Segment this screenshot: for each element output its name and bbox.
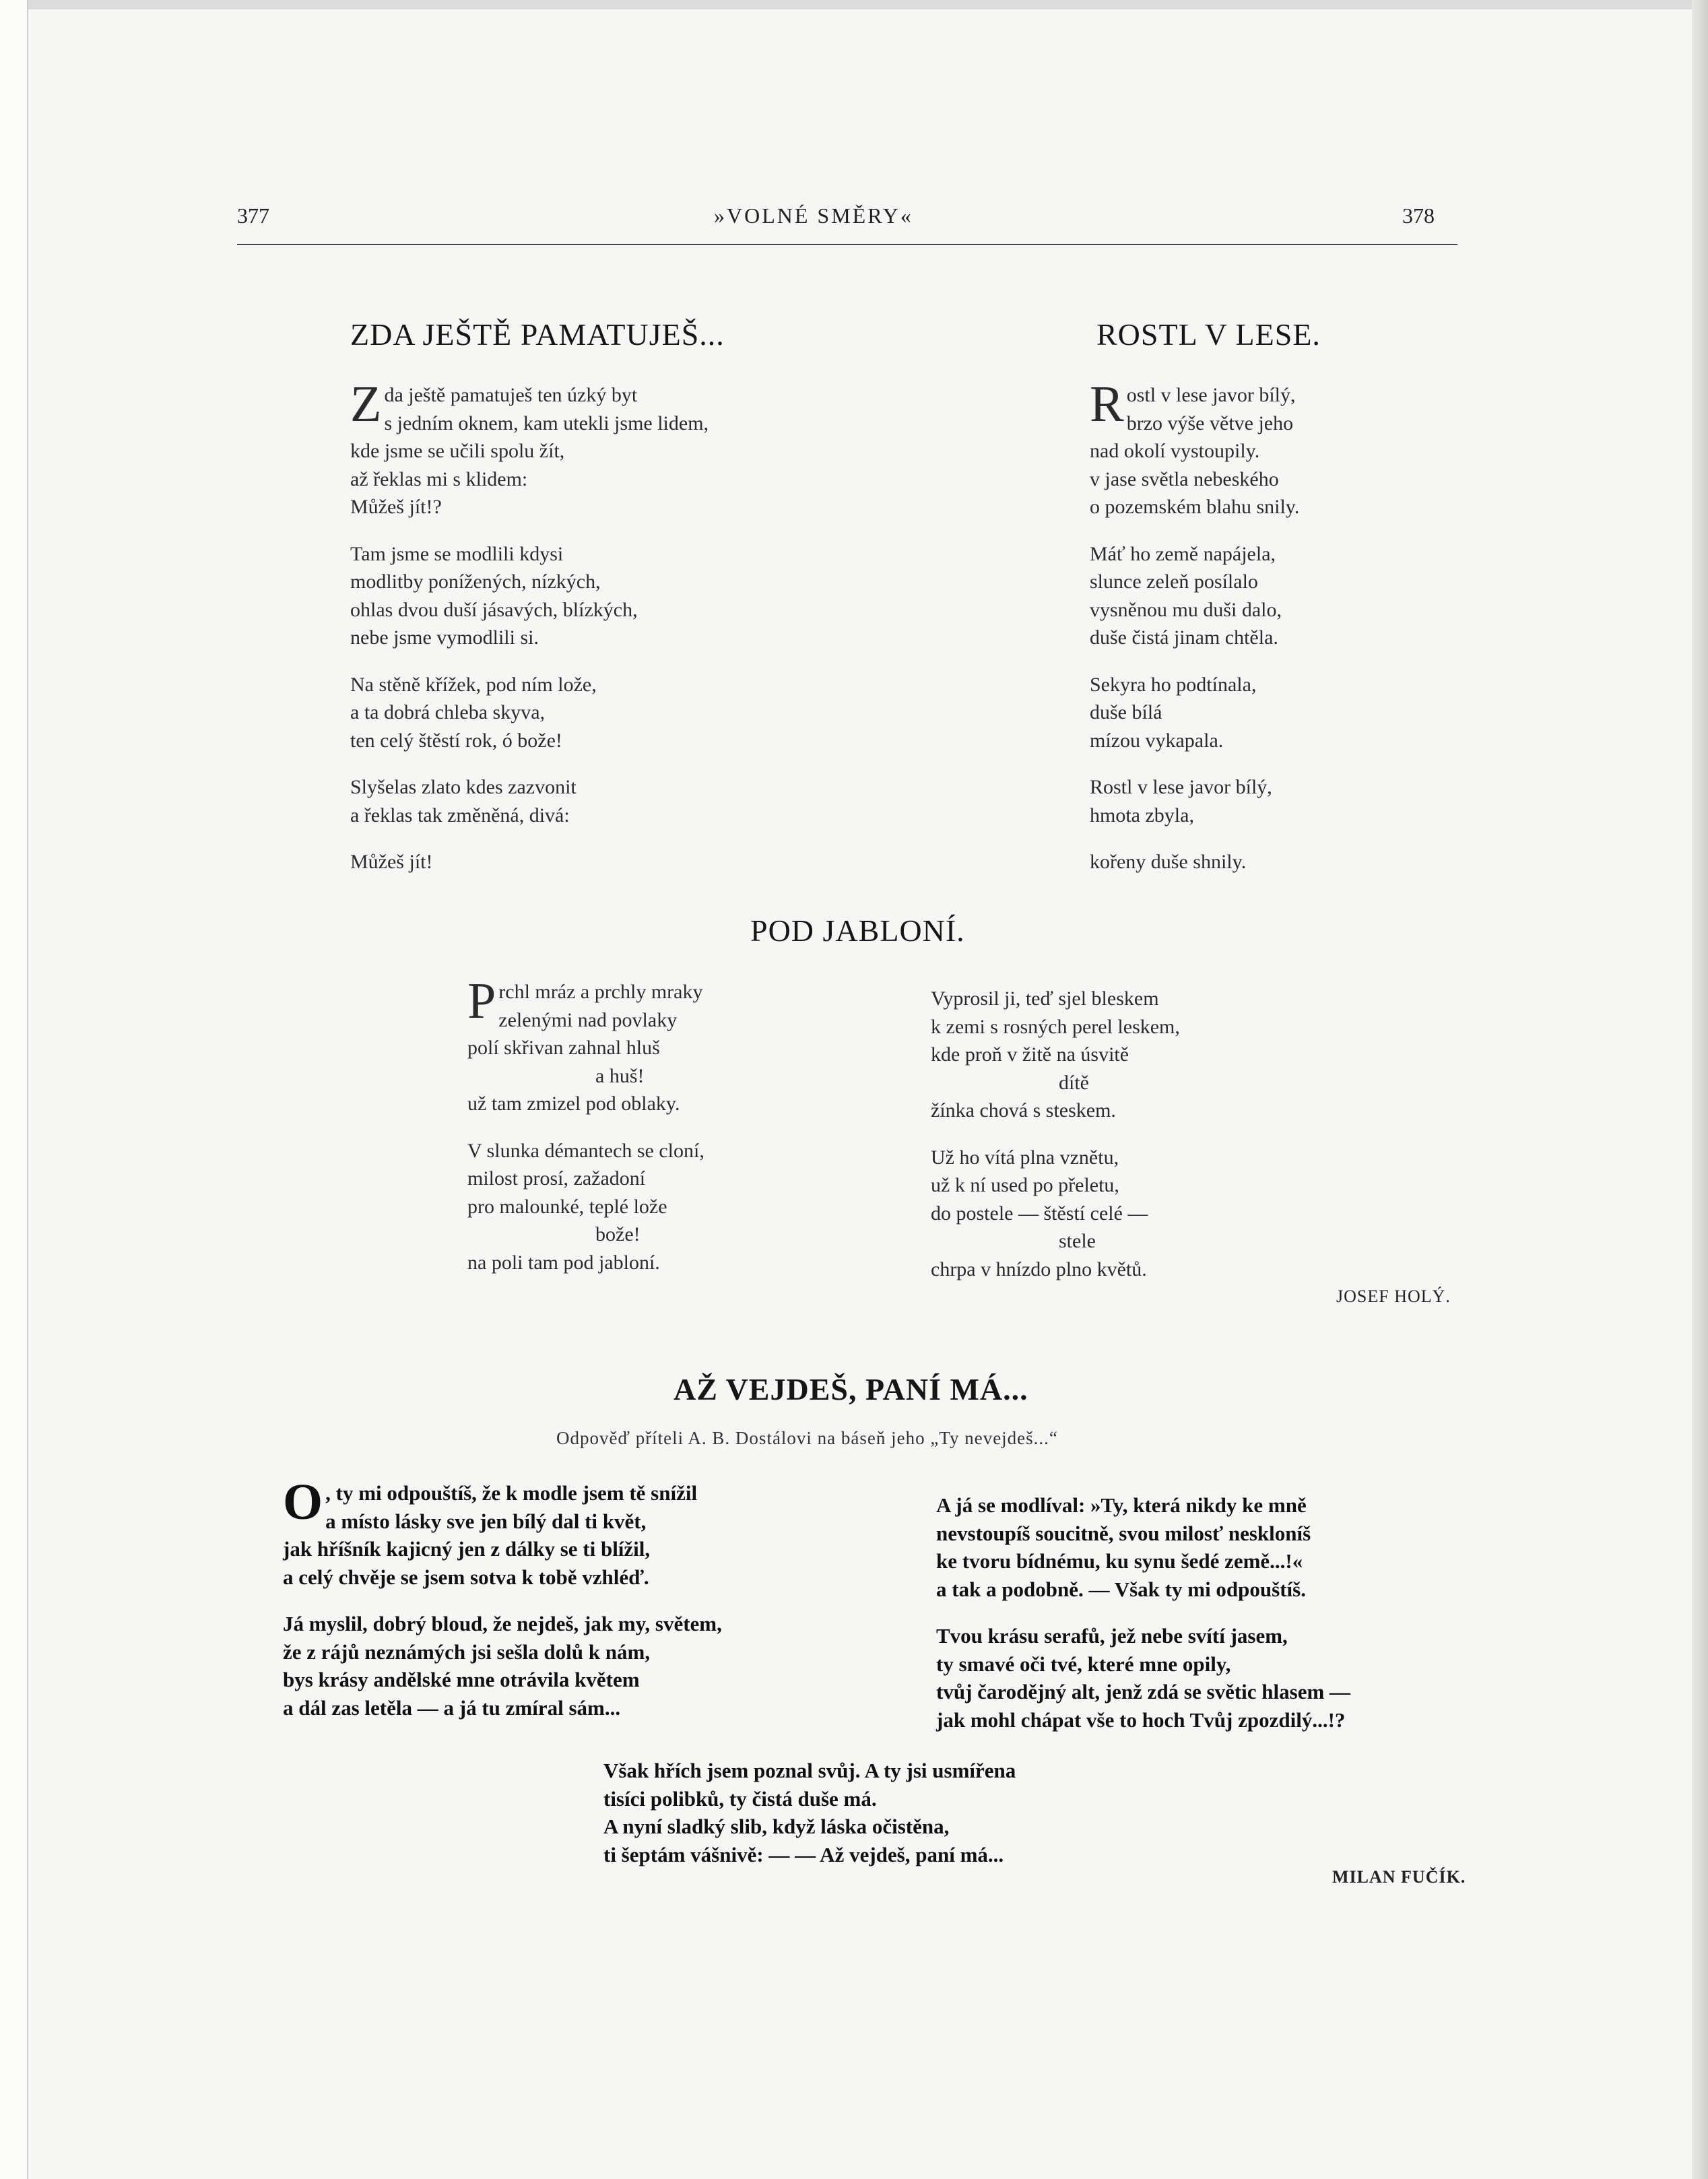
poem-line: o pozemském blahu snily. [1090, 496, 1300, 518]
page-number-left: 377 [237, 203, 269, 228]
poem-line: tvůj čarodějný alt, jenž zdá se světic hlasem — [936, 1680, 1351, 1703]
poem4-title: AŽ VEJDEŠ, PANÍ MÁ... [674, 1372, 1028, 1406]
stanza [603, 1757, 1129, 1868]
poem-line: Slyšelas zlato kdes zazvonit [350, 776, 577, 798]
poem-line: a celý chvěje se jsem sotva k tobě vzhléď. [283, 1565, 649, 1589]
poem-line: jak hříšník kajicný jen z dálky se ti blížil, [283, 1537, 651, 1561]
poem-line: nebe jsme vymodlili si. [350, 626, 539, 649]
poem-line: A já se modlíval: »Ty, která nikdy ke mně [936, 1493, 1307, 1517]
poem-line: a tak a podobně. — Však ty mi odpouštíš. [936, 1577, 1306, 1601]
poem-line: mízou vykapala. [1090, 729, 1224, 752]
poem-line: Já myslil, dobrý bloud, že nejdeš, jak my, světem, [283, 1612, 722, 1635]
scan-top-edge [0, 0, 1708, 9]
poem-line: Tam jsme se modlili kdysi [350, 542, 564, 565]
poem-line: ke tvoru bídnému, ku synu šedé země...!« [936, 1549, 1303, 1573]
stanza [467, 1137, 845, 1277]
stanza [936, 1491, 1461, 1603]
running-title: »VOLNÉ SMĚRY« [714, 203, 913, 228]
stanza [350, 848, 781, 876]
stanza [1090, 671, 1386, 755]
poem-line: Sekyra ho podtínala, [1090, 673, 1257, 696]
stanza [350, 671, 781, 755]
poem-line: duše bílá [1090, 701, 1162, 723]
poem-line: Vyprosil ji, teď sjel bleskem [931, 987, 1159, 1010]
poem-line: že z rájů neznámých jsi sešla dolů k nám, [283, 1639, 651, 1664]
poem-line-text: , ty mi odpouštíš, že k modle jsem tě snížil [325, 1481, 698, 1505]
stanza [467, 973, 845, 1118]
poem1-title: ZDA JEŠTĚ PAMATUJEŠ... [350, 317, 725, 352]
poem-line: a místo lásky sve jen bílý dal ti květ, [325, 1509, 647, 1533]
drop-cap: R [1090, 376, 1124, 432]
poem-line: slunce zeleň posílalo [1090, 571, 1258, 593]
poem-line: k zemi s rosných perel leskem, [931, 1015, 1180, 1038]
stanza [283, 1474, 822, 1591]
poem4-subtitle: Odpověď příteli A. B. Dostálovi na báseň jeho „Ty nevejdeš...“ [556, 1428, 1058, 1448]
poem-line: pro malounké, teplé lože [467, 1195, 667, 1218]
scan-left-margin [0, 0, 28, 2179]
poem-line-text: ostl v lese javor bílý, [1126, 384, 1296, 406]
poem-line-text: rchl mráz a prchly mraky [498, 981, 703, 1003]
poem-line: kde jsme se učili spolu žít, [350, 440, 565, 462]
poem3-left-column [467, 973, 845, 1295]
poem-line: brzo výše větve jeho [1126, 412, 1294, 434]
poem3-title: POD JABLONÍ. [750, 913, 965, 948]
poem2-body [1090, 376, 1386, 895]
stanza [350, 773, 781, 829]
poem-line: A nyní sladký slib, když láska očistěna, [603, 1815, 950, 1838]
poem-line: Máť ho země napájela, [1090, 542, 1276, 565]
scan-right-edge [1692, 0, 1708, 2179]
stanza [1090, 848, 1386, 876]
poem-line-text: da ještě pamatuješ ten úzký byt [384, 384, 638, 406]
poem-line: modlitby ponížených, nízkých, [350, 571, 601, 593]
poem-line: tisíci polibků, ty čistá duše má. [603, 1786, 877, 1811]
poem-line: Tvou krásu serafů, jež nebe svítí jasem, [936, 1624, 1288, 1648]
poem1-body [350, 376, 781, 895]
poem-line: Můžeš jít! [350, 851, 433, 873]
poem4-left-column [283, 1474, 822, 1741]
poem-line: až řeklas mi s klidem: [350, 467, 528, 490]
poem-line: a dál zas letěla — a já tu zmíral sám... [283, 1695, 621, 1720]
poem-line: Na stěně křížek, pod ním lože, [350, 673, 597, 696]
poem-line: už k ní used po přeletu, [931, 1174, 1119, 1196]
poem-line: na poli tam pod jabloní. [467, 1251, 660, 1274]
poem-line: nad okolí vystoupily. [1090, 440, 1260, 462]
poem-line: jak mohl chápat vše to hoch Tvůj zpozdilý...!? [936, 1708, 1346, 1732]
poem-line: už tam zmizel pod oblaky. [467, 1093, 680, 1115]
poem-line: a ta dobrá chleba skyva, [350, 701, 546, 723]
poem-line: dítě [1059, 1071, 1089, 1094]
stanza [931, 985, 1281, 1125]
poem-line: hmota zbyla, [1090, 804, 1194, 826]
stanza [350, 376, 781, 521]
poem-line: Už ho vítá plna vznětu, [931, 1146, 1119, 1169]
poem-line: kde proň v žitě na úsvitě [931, 1043, 1129, 1066]
poem-line: žínka chová s steskem. [931, 1099, 1116, 1121]
drop-cap: O [283, 1474, 323, 1530]
poem-line: V slunka démantech se cloní, [467, 1139, 704, 1162]
poem-line: a řeklas tak změněná, divá: [350, 804, 570, 826]
stanza [283, 1610, 822, 1722]
drop-cap: Z [350, 376, 382, 432]
poem-line: polí skřivan zahnal hluš [467, 1037, 660, 1059]
page-number-right: 378 [1402, 203, 1435, 228]
poem-line: milost prosí, zažadoní [467, 1167, 646, 1190]
stanza [350, 540, 781, 652]
poem-line: Však hřích jsem poznal svůj. A ty jsi usmířena [603, 1759, 1016, 1782]
stanza [1090, 540, 1386, 652]
stanza [931, 1144, 1281, 1284]
poem-line: Můžeš jít!? [350, 496, 442, 518]
poem-line: nevstoupíš soucitně, svou milosť neskloníš [936, 1521, 1311, 1545]
poem4-right-column [936, 1491, 1461, 1753]
poem4-author: MILAN FUČÍK. [1332, 1867, 1466, 1887]
poem-line: Rostl v lese javor bílý, [1090, 776, 1272, 798]
poem-line: stele [1059, 1230, 1096, 1252]
poem-line: ten celý štěstí rok, ó bože! [350, 729, 562, 752]
poem-line: zelenými nad povlaky [498, 1008, 678, 1031]
poem2-title: ROSTL V LESE. [1096, 317, 1321, 352]
header-rule [237, 244, 1457, 245]
poem3-author: JOSEF HOLÝ. [1336, 1287, 1451, 1306]
poem-line: chrpa v hnízdo plno květů. [931, 1258, 1147, 1280]
drop-cap: P [467, 973, 496, 1029]
poem-line: ohlas dvou duší jásavých, blízkých, [350, 598, 638, 621]
poem-line: a huš! [595, 1064, 645, 1087]
poem-line: bože! [595, 1223, 640, 1245]
stanza [1090, 376, 1386, 521]
stanza [936, 1622, 1461, 1734]
poem3-right-column [931, 985, 1281, 1302]
poem-line: v jase světla nebeského [1090, 467, 1279, 490]
poem-line: s jedním oknem, kam utekli jsme lidem, [384, 412, 709, 434]
poem-line: bys krásy andělské mne otrávila květem [283, 1668, 640, 1691]
poem-line: do postele — štěstí celé — [931, 1202, 1148, 1225]
poem-line: kořeny duše shnily. [1090, 851, 1247, 873]
poem4-closing-stanza [603, 1757, 1129, 1887]
poem-line: duše čistá jinam chtěla. [1090, 626, 1278, 649]
poem-line: ty smavé oči tvé, které mne opily, [936, 1652, 1231, 1676]
poem-line: ti šeptám vášnivě: — — Až vejdeš, paní má... [603, 1842, 1004, 1866]
stanza [1090, 773, 1386, 829]
poem-line: vysněnou mu duši dalo, [1090, 598, 1282, 621]
